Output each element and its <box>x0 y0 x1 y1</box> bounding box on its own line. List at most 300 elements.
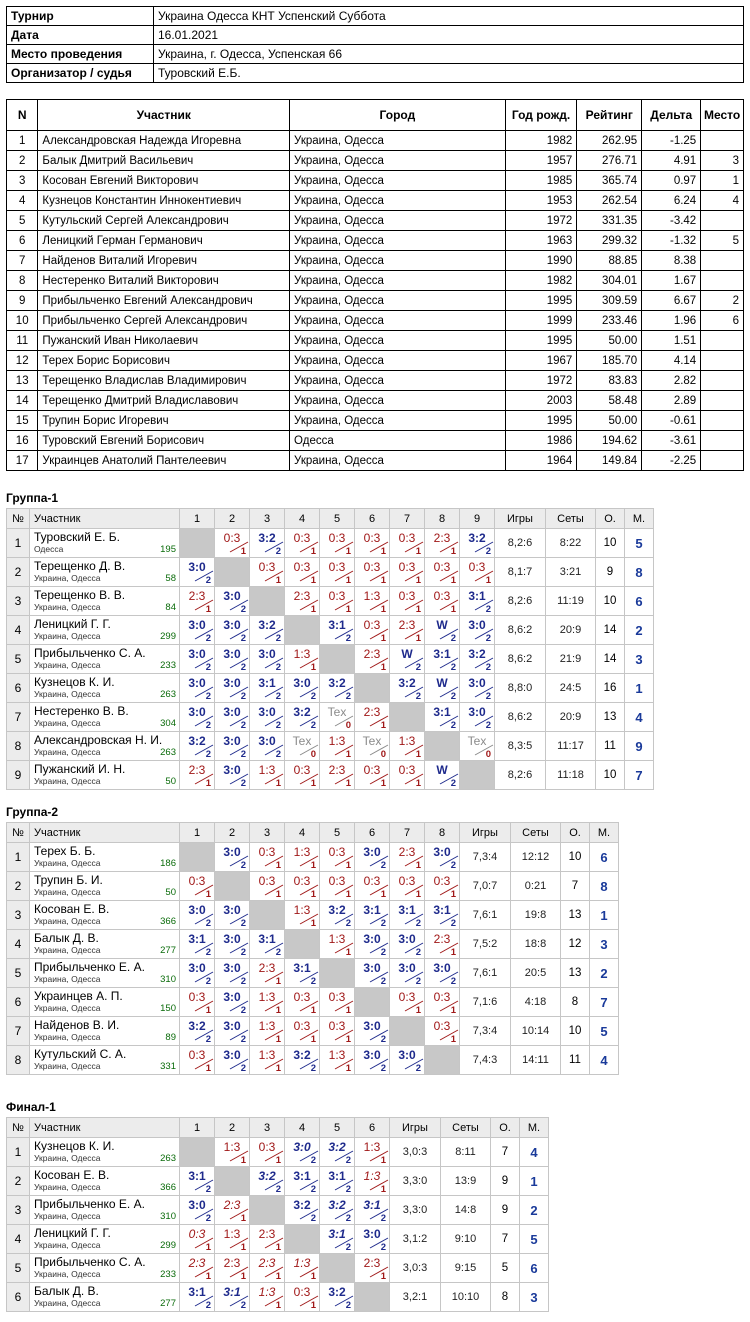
player-row <box>7 1138 549 1167</box>
match-cell <box>390 558 425 587</box>
slash-icon <box>263 1000 285 1012</box>
participant-cell: Украина, Одесса <box>290 131 506 151</box>
match-cell <box>215 587 250 616</box>
match-points: 2 <box>240 720 246 731</box>
self-cell <box>425 1046 460 1075</box>
col-no: № <box>7 509 30 529</box>
col-no: № <box>7 1118 30 1138</box>
col-place: М. <box>520 1118 549 1138</box>
slash-icon <box>438 686 460 698</box>
participant-cell: -1.32 <box>642 231 701 251</box>
participant-cell: Терех Борис Борисович <box>38 351 290 371</box>
participant-cell: Украина, Одесса <box>290 231 506 251</box>
match-points: 1 <box>380 604 386 615</box>
match-score: 0:3 <box>328 845 346 859</box>
match-score: 0:3 <box>328 560 346 574</box>
col-opponent: 4 <box>285 1118 320 1138</box>
match-cell <box>320 732 355 761</box>
player-points: 8 <box>491 1283 520 1312</box>
player-points: 13 <box>561 901 590 930</box>
player-row <box>7 616 654 645</box>
match-cell <box>355 645 390 674</box>
match-score: 3:0 <box>363 1048 381 1062</box>
player-name: Косован Е. В. <box>34 1168 110 1182</box>
slash-icon <box>298 686 320 698</box>
match-cell <box>250 558 285 587</box>
participant-cell: Прибыльченко Евгений Александрович <box>38 291 290 311</box>
match-score: 1:3 <box>293 903 311 917</box>
self-cell <box>215 558 250 587</box>
participant-row <box>7 391 744 411</box>
slash-icon <box>368 971 390 983</box>
player-rating: 277 <box>160 945 176 956</box>
match-points: 2 <box>310 691 316 702</box>
match-points: 1 <box>415 778 421 789</box>
match-points: 2 <box>240 1034 246 1045</box>
player-city: Украина, Одесса <box>34 1061 101 1071</box>
participant-cell: -3.42 <box>642 211 701 231</box>
match-score: 3:1 <box>223 1285 241 1299</box>
match-cell <box>355 872 390 901</box>
player-city: Украина, Одесса <box>34 602 101 612</box>
match-score: 2:3 <box>398 618 416 632</box>
match-cell <box>390 1046 425 1075</box>
match-points: 1 <box>450 575 456 586</box>
match-score: 0:3 <box>293 560 311 574</box>
participants-header: Место <box>701 100 744 131</box>
participant-cell: 3 <box>701 151 744 171</box>
slash-icon <box>333 1000 355 1012</box>
match-points: 1 <box>205 889 211 900</box>
slash-icon <box>333 773 355 785</box>
match-cell <box>215 959 250 988</box>
slash-icon <box>473 599 495 611</box>
player-sets: 11:18 <box>546 761 596 790</box>
match-points: 0 <box>485 749 491 760</box>
cross-table-head <box>7 509 654 529</box>
match-score: 3:0 <box>223 1019 241 1033</box>
player-cell <box>30 587 180 616</box>
match-points: 2 <box>380 1034 386 1045</box>
match-score: 0:3 <box>363 763 381 777</box>
slash-icon <box>333 628 355 640</box>
self-cell <box>355 674 390 703</box>
match-cell <box>285 645 320 674</box>
player-number: 8 <box>7 1046 30 1075</box>
participant-cell: 9 <box>7 291 38 311</box>
match-points: 2 <box>310 1213 316 1224</box>
match-points: 1 <box>415 889 421 900</box>
slash-icon <box>438 628 460 640</box>
col-opponent: 8 <box>425 509 460 529</box>
participant-cell: -0.61 <box>642 411 701 431</box>
player-points: 11 <box>596 732 625 761</box>
slash-icon <box>298 1058 320 1070</box>
participant-cell: 58.48 <box>577 391 642 411</box>
slash-icon <box>193 599 215 611</box>
match-cell <box>180 959 215 988</box>
participant-cell: Туровский Евгений Борисович <box>38 431 290 451</box>
slash-icon <box>298 541 320 553</box>
player-games: 7,4:3 <box>460 1046 511 1075</box>
slash-icon <box>263 773 285 785</box>
participant-row <box>7 251 744 271</box>
match-score: 1:3 <box>363 1169 381 1183</box>
participant-cell <box>701 131 744 151</box>
player-name: Леницкий Г. Г. <box>34 1226 111 1240</box>
self-cell <box>460 761 495 790</box>
match-cell <box>285 1167 320 1196</box>
match-points: 0 <box>345 720 351 731</box>
match-score: W <box>401 647 413 661</box>
match-cell <box>320 558 355 587</box>
participant-cell: 83.83 <box>577 371 642 391</box>
match-score: 2:3 <box>188 763 206 777</box>
match-cell <box>285 732 320 761</box>
slash-icon <box>298 1266 320 1278</box>
participant-cell: Украина, Одесса <box>290 171 506 191</box>
match-score: 3:2 <box>293 705 311 719</box>
player-cell <box>30 1225 180 1254</box>
slash-icon <box>193 884 215 896</box>
slash-icon <box>333 715 355 727</box>
player-cell <box>30 843 180 872</box>
match-cell <box>390 988 425 1017</box>
participant-cell: 1 <box>7 131 38 151</box>
match-cell <box>215 1196 250 1225</box>
match-cell <box>180 1046 215 1075</box>
match-cell <box>180 732 215 761</box>
match-score: 3:0 <box>468 705 486 719</box>
col-opponent: 4 <box>285 509 320 529</box>
match-points: 2 <box>345 1155 351 1166</box>
match-score: 0:3 <box>188 874 206 888</box>
match-score: 0:3 <box>293 1019 311 1033</box>
slash-icon <box>438 855 460 867</box>
match-cell <box>320 761 355 790</box>
player-place: 1 <box>590 901 619 930</box>
match-score: 3:2 <box>258 531 276 545</box>
participant-row <box>7 371 744 391</box>
match-cell <box>215 1225 250 1254</box>
player-number: 4 <box>7 930 30 959</box>
participant-cell: Кузнецов Константин Иннокентиевич <box>38 191 290 211</box>
player-cell <box>30 703 180 732</box>
player-rating: 50 <box>165 776 176 787</box>
match-cell <box>390 959 425 988</box>
col-opponent: 5 <box>320 823 355 843</box>
match-cell <box>460 616 495 645</box>
participant-cell: Терещенко Владислав Владимирович <box>38 371 290 391</box>
match-score: 1:3 <box>328 932 346 946</box>
info-key: Дата <box>7 26 154 45</box>
participants-header: Город <box>290 100 506 131</box>
match-cell <box>215 1283 250 1312</box>
player-sets: 11:17 <box>546 732 596 761</box>
cross-table <box>6 822 619 1075</box>
slash-icon <box>263 971 285 983</box>
participant-cell: Украина, Одесса <box>290 291 506 311</box>
player-cell <box>30 1283 180 1312</box>
match-score: 2:3 <box>188 1256 206 1270</box>
participant-cell: 1982 <box>505 131 577 151</box>
player-city: Украина, Одесса <box>34 747 101 757</box>
match-cell <box>285 703 320 732</box>
match-points: 2 <box>310 1063 316 1074</box>
match-points: 2 <box>380 860 386 871</box>
participant-row <box>7 171 744 191</box>
match-cell <box>390 645 425 674</box>
match-cell <box>180 1167 215 1196</box>
self-cell <box>320 959 355 988</box>
match-points: 2 <box>380 1213 386 1224</box>
slash-icon <box>228 971 250 983</box>
slash-icon <box>298 570 320 582</box>
match-score: 0:3 <box>468 560 486 574</box>
participant-cell: 1982 <box>505 271 577 291</box>
slash-icon <box>298 1208 320 1220</box>
match-points: 1 <box>450 947 456 958</box>
slash-icon <box>298 657 320 669</box>
match-cell <box>425 901 460 930</box>
match-points: 2 <box>240 1005 246 1016</box>
match-cell <box>250 1254 285 1283</box>
match-points: 2 <box>275 662 281 673</box>
slash-icon <box>193 1266 215 1278</box>
match-cell <box>425 761 460 790</box>
player-row <box>7 930 619 959</box>
player-row <box>7 1225 549 1254</box>
match-score: 3:0 <box>258 647 276 661</box>
match-score: 3:0 <box>223 1048 241 1062</box>
match-points: 1 <box>450 1034 456 1045</box>
player-sets: 13:9 <box>441 1167 491 1196</box>
match-points: 2 <box>240 1063 246 1074</box>
player-row <box>7 529 654 558</box>
col-opponent: 3 <box>250 823 285 843</box>
col-opponent: 5 <box>320 1118 355 1138</box>
slash-icon <box>403 1058 425 1070</box>
match-cell <box>285 1254 320 1283</box>
match-points: 2 <box>240 662 246 673</box>
player-place: 7 <box>625 761 654 790</box>
player-number: 8 <box>7 732 30 761</box>
player-rating: 150 <box>160 1003 176 1014</box>
player-cell <box>30 529 180 558</box>
match-score: 0:3 <box>258 874 276 888</box>
participant-cell: 0.97 <box>642 171 701 191</box>
match-points: 1 <box>275 575 281 586</box>
participant-cell: 15 <box>7 411 38 431</box>
info-value: 16.01.2021 <box>154 26 744 45</box>
match-score: 2:3 <box>363 1256 381 1270</box>
self-cell <box>180 843 215 872</box>
match-points: 2 <box>380 947 386 958</box>
match-score: 0:3 <box>433 874 451 888</box>
match-cell <box>390 930 425 959</box>
participant-cell: Пужанский Иван Николаевич <box>38 331 290 351</box>
player-sets: 12:12 <box>511 843 561 872</box>
slash-icon <box>473 628 495 640</box>
player-city: Украина, Одесса <box>34 1032 101 1042</box>
participant-cell: 5 <box>7 211 38 231</box>
participant-row <box>7 231 744 251</box>
player-row <box>7 703 654 732</box>
slash-icon <box>228 1237 250 1249</box>
slash-icon <box>263 686 285 698</box>
match-score: 0:3 <box>363 618 381 632</box>
player-number: 2 <box>7 558 30 587</box>
player-rating: 310 <box>160 1211 176 1222</box>
player-place: 3 <box>590 930 619 959</box>
slash-icon <box>403 773 425 785</box>
participant-cell: 4 <box>7 191 38 211</box>
slash-icon <box>333 942 355 954</box>
match-score: Tex <box>292 734 312 748</box>
slash-icon <box>403 686 425 698</box>
player-points: 11 <box>561 1046 590 1075</box>
slash-icon <box>333 1058 355 1070</box>
match-points: 1 <box>310 889 316 900</box>
slash-icon <box>438 773 460 785</box>
participant-cell: Кутульский Сергей Александрович <box>38 211 290 231</box>
match-score: 3:0 <box>223 734 241 748</box>
participant-row <box>7 451 744 471</box>
slash-icon <box>263 1237 285 1249</box>
player-name: Трупин Б. И. <box>34 873 103 887</box>
match-score: 3:0 <box>293 1140 311 1154</box>
match-score: 2:3 <box>223 1256 241 1270</box>
match-cell <box>320 1017 355 1046</box>
player-name: Кузнецов К. И. <box>34 675 115 689</box>
participant-cell: 8 <box>7 271 38 291</box>
match-cell <box>320 1046 355 1075</box>
match-cell <box>180 930 215 959</box>
slash-icon <box>263 884 285 896</box>
match-points: 1 <box>310 604 316 615</box>
match-cell <box>390 529 425 558</box>
player-sets: 9:10 <box>441 1225 491 1254</box>
match-cell <box>285 587 320 616</box>
slash-icon <box>368 913 390 925</box>
player-row <box>7 988 619 1017</box>
match-points: 1 <box>275 1300 281 1311</box>
participant-cell: 11 <box>7 331 38 351</box>
slash-icon <box>403 570 425 582</box>
player-row <box>7 1046 619 1075</box>
slash-icon <box>403 541 425 553</box>
cross-table-header-row <box>7 1118 549 1138</box>
participant-cell: Александровская Надежда Игоревна <box>38 131 290 151</box>
player-row <box>7 1167 549 1196</box>
participant-cell: Одесса <box>290 431 506 451</box>
match-cell <box>390 732 425 761</box>
match-points: 1 <box>275 976 281 987</box>
slash-icon <box>298 1000 320 1012</box>
match-cell <box>250 930 285 959</box>
match-cell <box>320 529 355 558</box>
match-score: 3:0 <box>398 1048 416 1062</box>
participant-cell <box>701 331 744 351</box>
participants-header: Год рожд. <box>505 100 577 131</box>
player-points: 12 <box>561 930 590 959</box>
match-score: 3:2 <box>328 1198 346 1212</box>
match-points: 1 <box>380 662 386 673</box>
match-points: 1 <box>310 662 316 673</box>
match-cell <box>355 587 390 616</box>
player-games: 7,6:1 <box>460 901 511 930</box>
participant-row <box>7 431 744 451</box>
match-points: 1 <box>415 633 421 644</box>
match-score: 1:3 <box>293 1256 311 1270</box>
slash-icon <box>403 1000 425 1012</box>
participant-cell: 194.62 <box>577 431 642 451</box>
match-points: 1 <box>310 575 316 586</box>
player-row <box>7 587 654 616</box>
player-number: 3 <box>7 587 30 616</box>
slash-icon <box>228 599 250 611</box>
match-points: 2 <box>450 860 456 871</box>
match-points: 2 <box>275 691 281 702</box>
player-cell <box>30 1138 180 1167</box>
match-cell <box>250 872 285 901</box>
player-place: 7 <box>590 988 619 1017</box>
player-row <box>7 761 654 790</box>
match-cell <box>355 959 390 988</box>
self-cell <box>355 1283 390 1312</box>
match-cell <box>285 674 320 703</box>
player-number: 5 <box>7 959 30 988</box>
participant-cell: Украина, Одесса <box>290 411 506 431</box>
match-score: 0:3 <box>293 763 311 777</box>
participant-cell: Украина, Одесса <box>290 311 506 331</box>
col-sets: Сеты <box>441 1118 491 1138</box>
participant-cell: 4 <box>701 191 744 211</box>
match-score: 0:3 <box>363 531 381 545</box>
participant-cell: Трупин Борис Игоревич <box>38 411 290 431</box>
cross-table-header-row <box>7 823 619 843</box>
slash-icon <box>368 1029 390 1041</box>
participant-cell: 1986 <box>505 431 577 451</box>
match-cell <box>215 1254 250 1283</box>
player-games: 3,3:0 <box>390 1196 441 1225</box>
match-cell <box>390 674 425 703</box>
match-points: 2 <box>415 976 421 987</box>
match-cell <box>320 988 355 1017</box>
info-value: Украина Одесса КНТ Успенский Суббота <box>154 7 744 26</box>
match-points: 2 <box>275 1184 281 1195</box>
participant-cell: 1 <box>701 171 744 191</box>
player-place: 2 <box>520 1196 549 1225</box>
match-points: 1 <box>380 1184 386 1195</box>
player-rating: 195 <box>160 544 176 555</box>
match-score: 3:1 <box>433 903 451 917</box>
match-score: 3:1 <box>433 705 451 719</box>
player-place: 6 <box>520 1254 549 1283</box>
player-number: 6 <box>7 988 30 1017</box>
slash-icon <box>333 913 355 925</box>
player-number: 3 <box>7 901 30 930</box>
player-sets: 3:21 <box>546 558 596 587</box>
match-points: 2 <box>380 1063 386 1074</box>
participant-cell: 2.89 <box>642 391 701 411</box>
player-sets: 11:19 <box>546 587 596 616</box>
participant-row <box>7 211 744 231</box>
match-cell <box>425 843 460 872</box>
match-cell <box>215 1138 250 1167</box>
player-cell <box>30 1196 180 1225</box>
player-cell <box>30 732 180 761</box>
